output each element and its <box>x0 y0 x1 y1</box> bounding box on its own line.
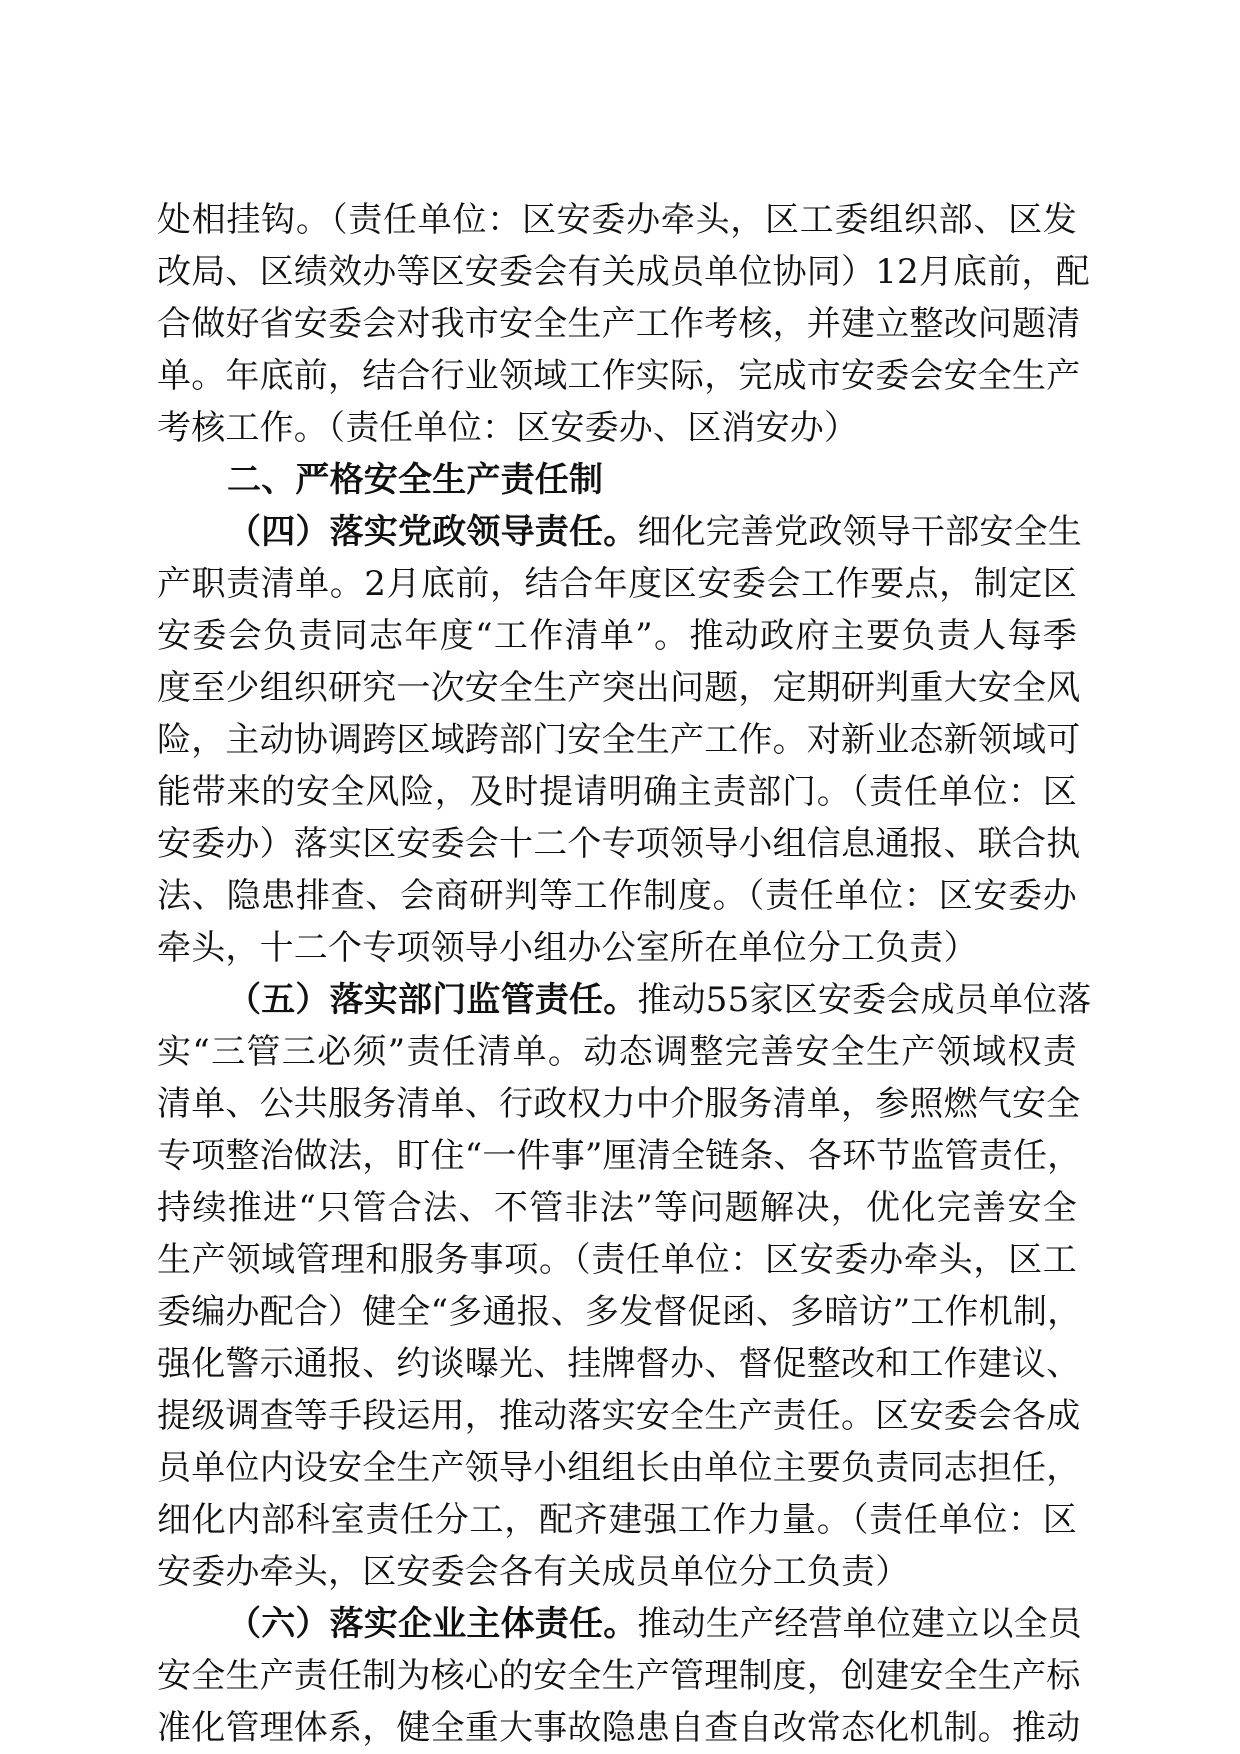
text-line: 安委会负责同志年度“工作清单”。推动政府主要负责人每季 <box>157 616 1077 656</box>
text-line: 考核工作。（责任单位：区安委办、区消安办） <box>157 408 859 448</box>
section-heading: 二、严格安全生产责任制 <box>227 460 604 500</box>
text-line: 准化管理体系，健全重大事故隐患自查自改常态化机制。推动 <box>157 1708 1081 1748</box>
paragraph-first-line <box>227 1599 1083 1649</box>
text-line: 委编办配合）健全“多通报、多发督促函、多暗访”工作机制， <box>157 1292 1082 1332</box>
text-line: 细化内部科室责任分工，配齐建强工作力量。（责任单位：区 <box>157 1500 1077 1540</box>
text-line: 处相挂钩。（责任单位：区安委办牵头，区工委组织部、区发 <box>157 200 1077 240</box>
text-line: 提级调查等手段运用，推动落实安全生产责任。区安委会各成 <box>157 1396 1081 1436</box>
item-text: 推动生产经营单位建立以全员 <box>637 1604 1083 1644</box>
item-title: （六）落实企业主体责任。 <box>227 1604 638 1644</box>
text-line: 度至少组织研究一次安全生产突出问题，定期研判重大安全风 <box>157 668 1081 708</box>
text-line: 险，主动协调跨区域跨部门安全生产工作。对新业态新领域可 <box>157 720 1081 760</box>
text-line: 强化警示通报、约谈曝光、挂牌督办、督促整改和工作建议、 <box>157 1344 1081 1384</box>
text-line: 产职责清单。2月底前，结合年度区安委会工作要点，制定区 <box>157 564 1077 604</box>
item-text: 细化完善党政领导干部安全生 <box>637 512 1083 552</box>
text-line: 安委办牵头，区安委会各有关成员单位分工负责） <box>157 1552 910 1592</box>
text-line: 员单位内设安全生产领导小组组长由单位主要负责同志担任， <box>157 1448 1081 1488</box>
paragraph-first-line <box>227 507 1083 557</box>
text-line: 合做好省安委会对我市安全生产工作考核，并建立整改问题清 <box>157 304 1081 344</box>
text-line: 牵头，十二个专项领导小组办公室所在单位分工负责） <box>157 928 978 968</box>
item-title: （五）落实部门监管责任。 <box>227 980 638 1020</box>
text-line: 安全生产责任制为核心的安全生产管理制度，创建安全生产标 <box>157 1656 1081 1696</box>
text-line: 法、隐患排查、会商研判等工作制度。（责任单位：区安委办 <box>157 876 1077 916</box>
text-line: 持续推进“只管合法、不管非法”等问题解决，优化完善安全 <box>157 1188 1077 1228</box>
text-line: 实“三管三必须”责任清单。动态调整完善安全生产领域权责 <box>157 1032 1077 1072</box>
paragraph-first-line <box>227 975 1092 1025</box>
text-line: 单。年底前，结合行业领域工作实际，完成市安委会安全生产 <box>157 356 1081 396</box>
text-line: 安委办）落实区安委会十二个专项领导小组信息通报、联合执 <box>157 824 1081 864</box>
text-line: 生产领域管理和服务事项。（责任单位：区安委办牵头，区工 <box>157 1240 1077 1280</box>
text-line: 清单、公共服务清单、行政权力中介服务清单，参照燃气安全 <box>157 1084 1081 1124</box>
item-title: （四）落实党政领导责任。 <box>227 512 638 552</box>
item-text: 推动55家区安委会成员单位落 <box>637 980 1092 1020</box>
text-line: 专项整治做法，盯住“一件事”厘清全链条、各环节监管责任， <box>157 1136 1082 1176</box>
text-line: 能带来的安全风险，及时提请明确主责部门。（责任单位：区 <box>157 772 1077 812</box>
text-line: 改局、区绩效办等区安委会有关成员单位协同）12月底前，配 <box>157 252 1090 292</box>
